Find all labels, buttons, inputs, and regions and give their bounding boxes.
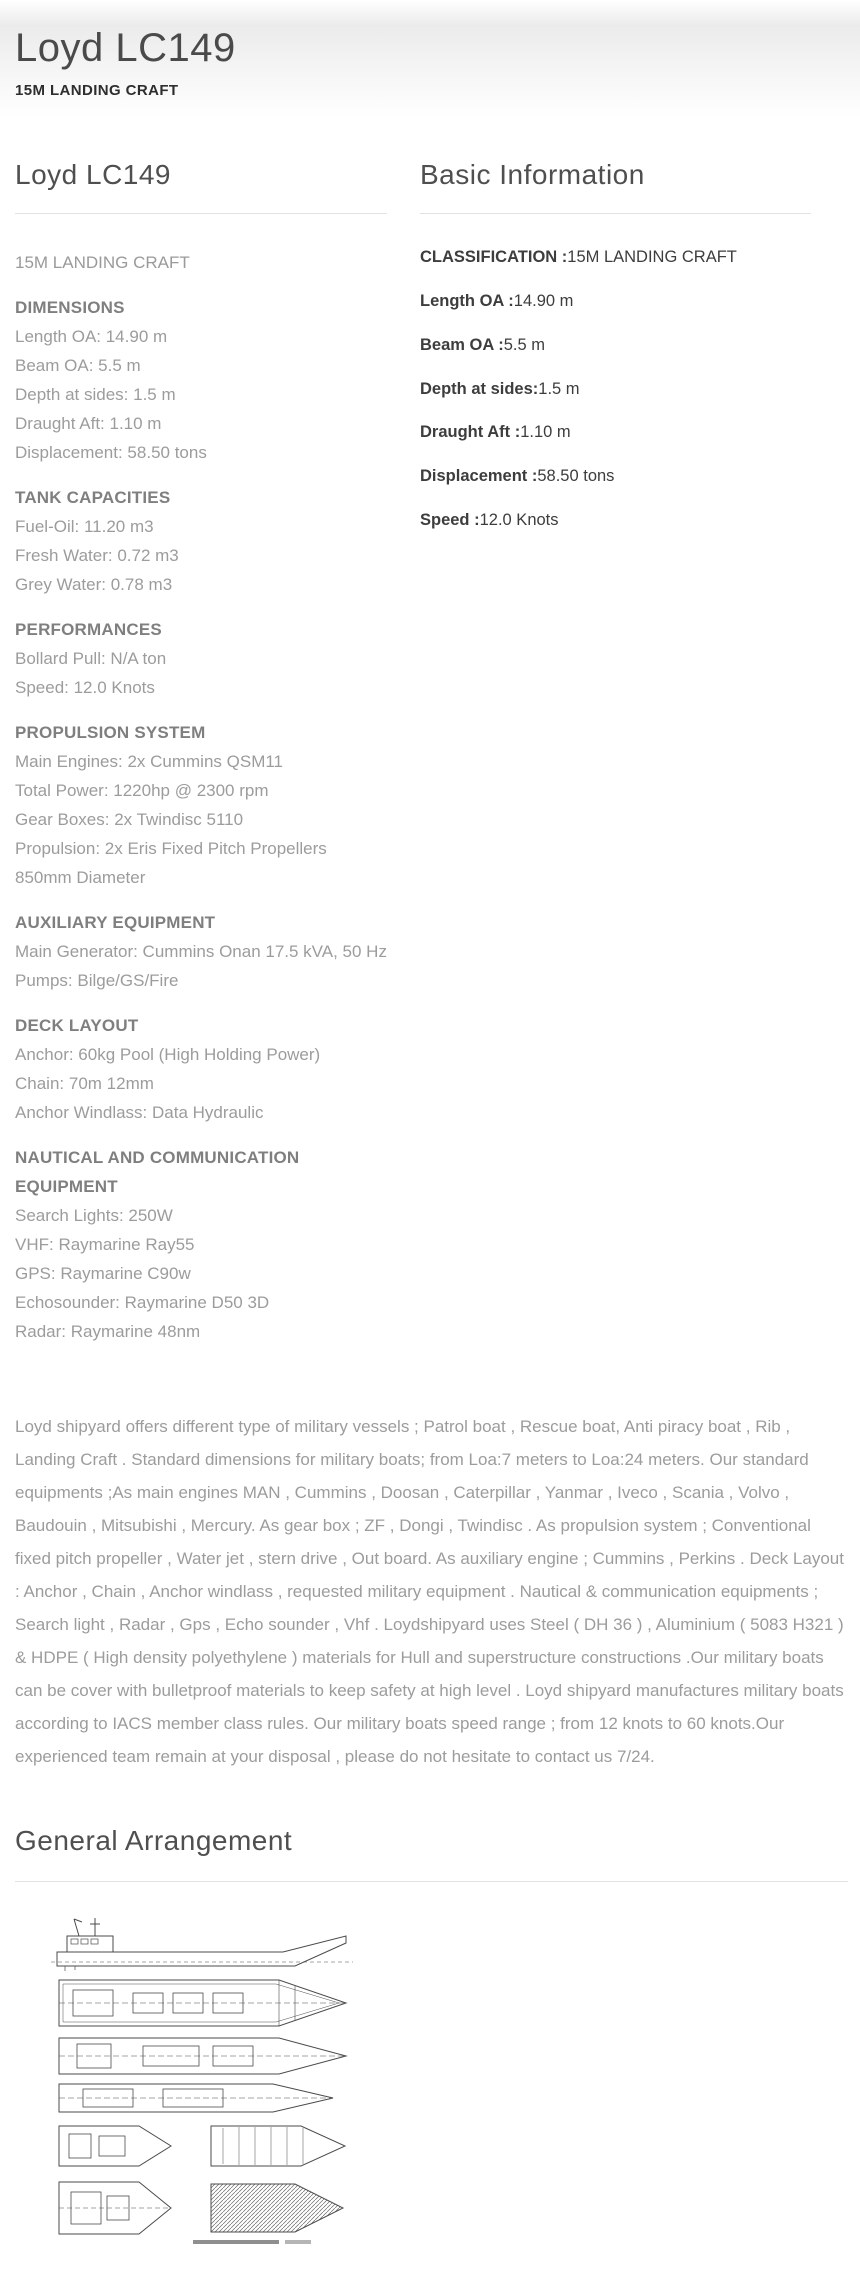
- basic-info-label: Displacement :: [420, 467, 538, 486]
- specs-column: [15, 159, 387, 1346]
- spec-line: Anchor: 60kg Pool (High Holding Power): [15, 1045, 321, 1065]
- spec-line: Beam OA: 5.5 m: [15, 356, 141, 376]
- page-title: Loyd LC149: [15, 26, 236, 70]
- basic-info-value: 5.5 m: [503, 335, 546, 354]
- spec-line: GPS: Raymarine C90w: [15, 1264, 191, 1284]
- spec-line: Depth at sides: 1.5 m: [15, 385, 176, 405]
- basic-info-value: 1.10 m: [520, 423, 571, 442]
- specs-divider: [15, 213, 387, 214]
- basic-info-value: 58.50 tons: [537, 467, 615, 486]
- spec-sections: [15, 293, 387, 1346]
- spec-line: Length OA: 14.90 m: [15, 327, 168, 347]
- spec-line: Chain: 70m 12mm: [15, 1074, 154, 1094]
- spec-line: Fuel-Oil: 11.20 m3: [15, 517, 154, 537]
- basic-info-value: 12.0 Knots: [479, 510, 559, 529]
- spec-section-title: DIMENSIONS: [15, 298, 125, 318]
- spec-line: Anchor Windlass: Data Hydraulic: [15, 1103, 264, 1123]
- spec-line: Search Lights: 250W: [15, 1206, 173, 1226]
- spec-line: Main Engines: 2x Cummins QSM11: [15, 752, 284, 772]
- spec-line: Echosounder: Raymarine D50 3D: [15, 1293, 270, 1313]
- basic-info-divider: [420, 213, 811, 214]
- spec-line: Speed: 12.0 Knots: [15, 678, 155, 698]
- spec-section-title: DECK LAYOUT: [15, 1016, 139, 1036]
- basic-info-label: Draught Aft :: [420, 423, 521, 442]
- spec-line: Gear Boxes: 2x Twindisc 5110: [15, 810, 244, 830]
- basic-info-value: 1.5 m: [538, 379, 580, 398]
- spec-section-title: NAUTICAL AND COMMUNICATION EQUIPMENT: [15, 1148, 300, 1197]
- spec-line: Bollard Pull: N/A ton: [15, 649, 167, 669]
- general-arrangement-section: [15, 1825, 848, 2252]
- page-header: [0, 0, 860, 117]
- shipyard-description: Loyd shipyard offers different type of military vessels ; Patrol boat , Rescue boat, Anti piracy boat , Rib , Landing Craft . Standard dimensions for military boats; from Loa:7 meters to Loa:24 meters. Our standard equipments ;As main engines MAN , Cummins , Doosan , Caterpillar , Yanmar , Iveco , Scania , Volvo , Baudouin , Mitsubishi , Mercury. As gear box ; ZF , Dongi , Twindisc . As propulsion system ; Conventional fixed pitch propeller , Water jet , stern drive , Out board. As auxiliary engine ; Cummins , Perkins . Deck Layout : Anchor , Chain , Anchor windlass , requested military equipment . Nautical & communication equipments ; Search light , Radar , Gps , Echo sounder , Vhf . Loydshipyard uses Steel ( DH 36 ) , Aluminium ( 5083 H321 ) & HDPE ( High density polyethylene ) materials for Hull and superstructure constructions .Our military boats can be cover with bulletproof materials to keep safety at high level . Loyd shipyard manufactures military boats according to IACS member class rules. Our military boats speed range ; from 12 knots to 60 knots.Our experienced team remain at your disposal , please do not hesitate to contact us 7/24.: [15, 1417, 844, 1767]
- basic-info-row: [420, 423, 811, 443]
- spec-line: Pumps: Bilge/GS/Fire: [15, 971, 179, 991]
- basic-info-label: Speed :: [420, 510, 480, 529]
- spec-line: Total Power: 1220hp @ 2300 rpm: [15, 781, 269, 801]
- spec-section-title: AUXILIARY EQUIPMENT: [15, 913, 216, 933]
- basic-info-label: Depth at sides:: [420, 379, 539, 398]
- basic-info-row: [420, 292, 811, 312]
- specs-heading: Loyd LC149: [15, 159, 172, 190]
- content-columns: [0, 117, 860, 1346]
- general-arrangement-drawing[interactable]: [43, 1916, 365, 2252]
- spec-line: Main Generator: Cummins Onan 17.5 kVA, 50 Hz: [15, 942, 387, 962]
- basic-info-label: Beam OA :: [420, 335, 504, 354]
- basic-info-label: CLASSIFICATION :: [420, 248, 568, 267]
- spec-section-title: TANK CAPACITIES: [15, 488, 171, 508]
- spec-line: Propulsion: 2x Eris Fixed Pitch Propellers 850mm Diameter: [15, 839, 327, 888]
- basic-info-row: [420, 467, 811, 487]
- specs-subtitle: 15M LANDING CRAFT: [15, 253, 190, 273]
- basic-info-row: [420, 336, 811, 356]
- basic-info-row: [420, 511, 811, 531]
- general-arrangement-divider: [15, 1881, 848, 1882]
- basic-info-label: Length OA :: [420, 291, 514, 310]
- basic-info-heading: Basic Information: [420, 159, 645, 190]
- general-arrangement-heading: General Arrangement: [15, 1825, 293, 1857]
- basic-info-row: [420, 248, 811, 268]
- basic-info-value: 15M LANDING CRAFT: [567, 248, 737, 267]
- page-subtitle: 15M LANDING CRAFT: [15, 82, 179, 99]
- basic-info-value: 14.90 m: [513, 291, 574, 310]
- spec-line: Fresh Water: 0.72 m3: [15, 546, 179, 566]
- general-arrangement-figure[interactable]: [43, 1916, 848, 2252]
- spec-section-title: PROPULSION SYSTEM: [15, 723, 206, 743]
- spec-line: Radar: Raymarine 48nm: [15, 1322, 201, 1342]
- basic-info-column: [420, 159, 811, 1346]
- spec-line: Grey Water: 0.78 m3: [15, 575, 173, 595]
- spec-section-title: PERFORMANCES: [15, 620, 162, 640]
- basic-info-rows: [420, 248, 811, 531]
- basic-info-row: [420, 380, 811, 400]
- spec-line: VHF: Raymarine Ray55: [15, 1235, 195, 1255]
- spec-line: Draught Aft: 1.10 m: [15, 414, 162, 434]
- spec-line: Displacement: 58.50 tons: [15, 443, 207, 463]
